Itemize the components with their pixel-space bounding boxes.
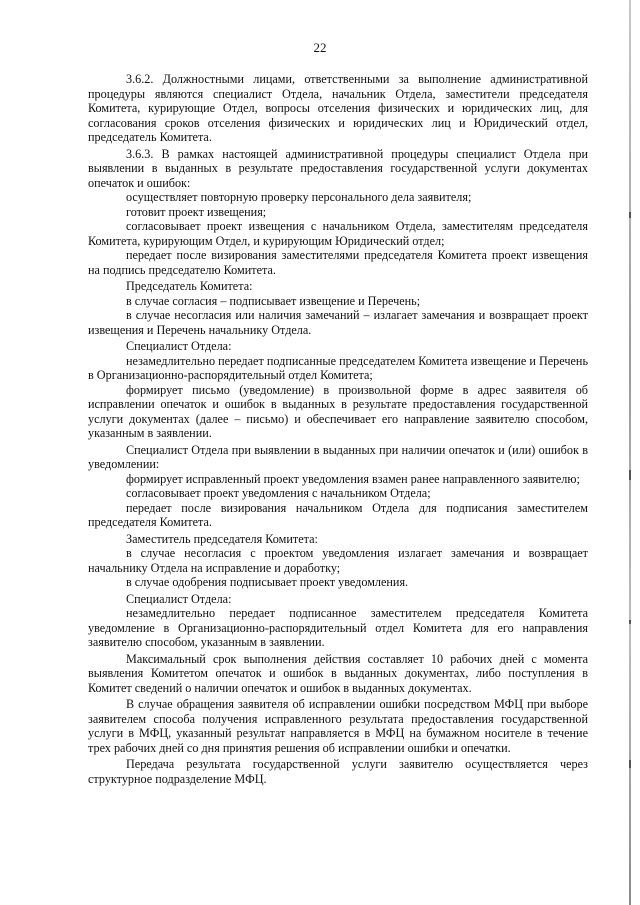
page-number: 22 bbox=[313, 40, 327, 55]
scan-border-line bbox=[629, 0, 631, 905]
list-item: согласовывает проект уведомления с начальником Отдела; bbox=[126, 486, 431, 500]
list-item: согласовывает проект извещения с начальником Отдела, заместителям председателя Комитета, курирующим Отдел, и курирующим Юридический отдел; bbox=[88, 219, 588, 248]
scan-artifact bbox=[629, 620, 631, 624]
list-item: незамедлительно передает подписанные председателем Комитета извещение и Перечень в Организационно-распорядительный отдел Комитета; bbox=[88, 353, 588, 382]
paragraph-3-6-3: 3.6.3. В рамках настоящей административной процедуры специалист Отдела при выявлении в выданных в результате предоставления государственной услуги документах опечаток и ошибок: bbox=[88, 146, 588, 190]
paragraph: Специалист Отдела при выявлении в выданных при наличии опечаток и (или) ошибок в уведомлении: bbox=[88, 442, 588, 471]
paragraph-deadline: Максимальный срок выполнения действия составляет 10 рабочих дней с момента выявления Комитетом опечаток и ошибок в выданных документах, либо поступления в Комитет сведений о наличии опечаток и ошибок в выданных документах. bbox=[88, 651, 588, 695]
section-heading: Заместитель председателя Комитета: bbox=[126, 531, 318, 546]
scan-artifact bbox=[629, 760, 631, 768]
paragraph-3-6-2: 3.6.2. Должностными лицами, ответственными за выполнение административной процедуры являются специалист Отдела, начальник Отдела, заместители председателя Комитета, курирующие Отдел, вопросы отселения физических и юридических лиц, для согласования сроков отселения физических и юридических лиц и Юридический отдел, председатель Комитета. bbox=[88, 72, 588, 144]
list-item: незамедлительно передает подписанное заместителем председателя Комитета уведомление в Организационно-распорядительный отдел Комитета для его направления заявителю способом, указанным в заявлении. bbox=[88, 606, 588, 649]
section-heading: Специалист Отдела: bbox=[126, 339, 232, 353]
paragraph-transfer: Передача результата государственной услуги заявителю осуществляется через структурное подразделение МФЦ. bbox=[88, 757, 588, 786]
scan-artifact bbox=[629, 470, 631, 480]
document-body bbox=[88, 72, 588, 786]
section-heading: Специалист Отдела: bbox=[126, 591, 232, 606]
list-item: осуществляет повторную проверку персонального дела заявителя; bbox=[126, 190, 472, 204]
list-item: формирует исправленный проект уведомления взамен ранее направленного заявителю; bbox=[126, 471, 580, 486]
list-item: передает после визирования начальником Отдела для подписания заместителем председателя Комитета. bbox=[88, 500, 588, 529]
list-item: в случае несогласия с проектом уведомления излагает замечания и возвращает начальнику Отдела на исправление и доработку; bbox=[88, 546, 588, 575]
list-item: в случае несогласия или наличия замечаний – излагает замечания и возвращает проект извещения и Перечень начальнику Отдела. bbox=[88, 308, 588, 337]
list-item: передает после визирования заместителями председателя Комитета проект извещения на подпись председателю Комитета. bbox=[88, 248, 588, 277]
list-item: формирует письмо (уведомление) в произвольной форме в адрес заявителя об исправлении опечаток и ошибок в выданных в результате предоставления государственной услуги документах (далее – письмо) и обеспечивает его направление заявителю способом, указанным в заявлении. bbox=[88, 382, 588, 440]
scan-artifact bbox=[629, 212, 631, 218]
list-item: в случае согласия – подписывает извещение и Перечень; bbox=[126, 293, 421, 308]
list-item: готовит проект извещения; bbox=[126, 204, 267, 219]
paragraph-mfc: В случае обращения заявителя об исправлении ошибки посредством МФЦ при выборе заявителем способа получения исправленного результата предоставления государственной услуги в МФЦ, указанный результат направляется в МФЦ на бумажном носителе в течение трех рабочих дней со дня принятия решения об исправлении ошибки и опечатки. bbox=[88, 697, 588, 755]
section-heading: Председатель Комитета: bbox=[126, 279, 253, 293]
list-item: в случае одобрения подписывает проект уведомления. bbox=[126, 575, 409, 589]
